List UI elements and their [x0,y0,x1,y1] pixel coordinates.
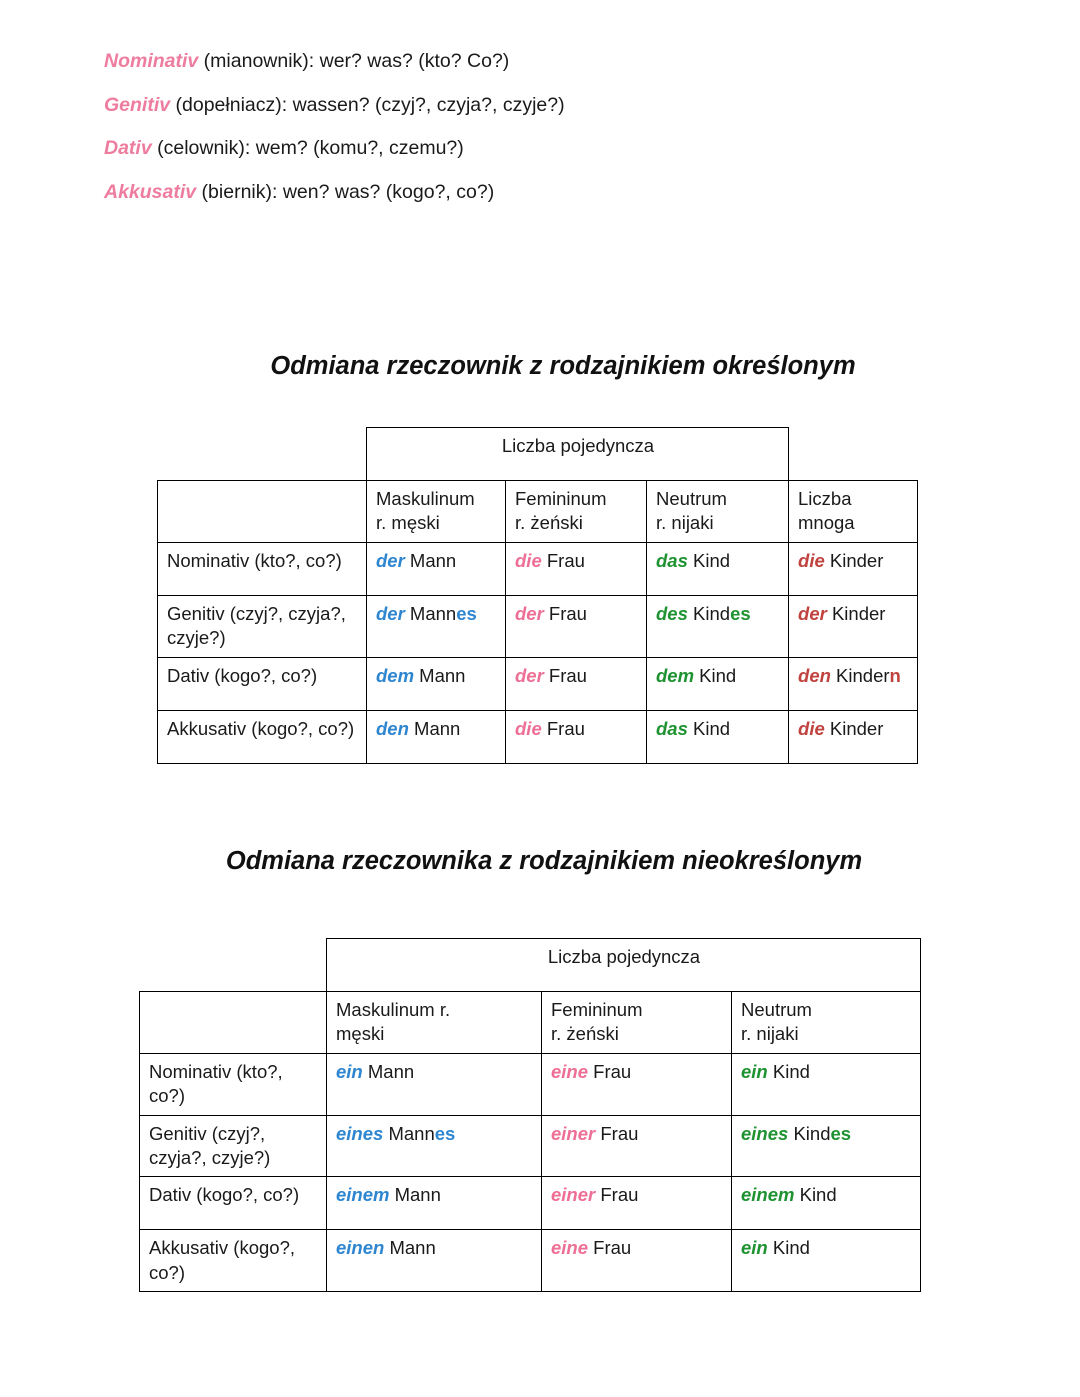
row-label-case: Genitiv (czyj?, czyja?, czyje?) [158,595,367,657]
article-word: die [515,717,542,739]
article-word: dem [376,664,415,686]
noun-word: Kind [794,1184,837,1206]
table-row [140,1230,921,1292]
noun-word: Kinder [824,717,884,739]
column-header-empty [140,992,327,1054]
noun-word: Mann [404,602,457,624]
indefinite-article-declension-table [139,938,921,1292]
noun-word: Kind [788,1122,831,1144]
article-word: eine [551,1060,589,1082]
article-word: der [376,602,405,624]
table-header-span-row [158,428,918,481]
noun-suffix: es [456,602,477,624]
article-word: eine [551,1237,589,1259]
cell-masculine [367,542,506,595]
case-name-genitiv: Genitiv [104,93,171,116]
cell-neuter [647,542,789,595]
case-line [104,139,964,159]
noun-word: Frau [595,1122,639,1144]
cell-neuter [732,1115,921,1177]
table-row [158,710,918,763]
cell-masculine [367,595,506,657]
table-header-span-row [140,939,921,992]
column-header-feminine: Femininum r. żeński [542,992,732,1054]
noun-word: Kind [694,664,737,686]
article-word: dem [656,664,695,686]
noun-word: Mann [383,1122,435,1144]
cell-masculine [327,1053,542,1115]
article-word: der [798,602,827,624]
case-line [104,180,964,203]
noun-word: Frau [541,717,585,739]
article-word: der [515,602,544,624]
case-question-list [104,52,964,226]
article-word: den [376,717,409,739]
noun-suffix: n [889,664,901,686]
column-header-empty [158,481,367,543]
row-label-case: Dativ (kogo?, co?) [140,1177,327,1230]
cell-feminine [506,542,647,595]
noun-word: Frau [595,1184,639,1206]
article-word: des [656,602,688,624]
row-label-case: Akkusativ (kogo?, co?) [158,710,367,763]
noun-suffix: es [730,602,751,624]
cell-masculine [327,1177,542,1230]
article-word: einer [551,1184,596,1206]
case-line [104,52,964,72]
article-word: einen [336,1237,385,1259]
article-word: eines [336,1122,384,1144]
case-description-nominativ: (mianownik): wer? was? (kto? Co?) [198,50,510,72]
cell-neuter [732,1230,921,1292]
article-word: die [798,717,825,739]
case-name-nominativ: Nominativ [104,50,199,72]
noun-word: Frau [543,664,587,686]
table-column-header-row [158,481,918,543]
article-word: der [515,664,544,686]
article-word: einem [336,1184,390,1206]
column-header-feminine: Femininum r. żeński [506,481,647,543]
singular-span-header: Liczba pojedyncza [327,939,921,992]
noun-word: Mann [404,549,457,571]
cell-neuter [647,710,789,763]
noun-word: Mann [384,1237,436,1259]
noun-word: Frau [588,1237,632,1259]
cell-feminine [542,1177,732,1230]
article-word: ein [741,1237,768,1259]
table-row [158,542,918,595]
cell-plural [789,542,918,595]
cell-plural [789,595,918,657]
case-description-akkusativ: (biernik): wen? was? (kogo?, co?) [196,180,495,203]
cell-feminine [542,1115,732,1177]
column-header-plural: Liczba mnoga [789,481,918,543]
noun-word: Kind [687,717,731,739]
article-word: das [656,549,688,571]
cell-plural [789,657,918,710]
row-label-case: Genitiv (czyj?, czyja?, czyje?) [140,1115,327,1177]
cell-feminine [542,1230,732,1292]
noun-suffix: es [434,1122,456,1144]
noun-word: Kind [687,602,731,624]
article-word: einer [551,1122,596,1144]
article-word: das [656,717,688,739]
table-row [158,657,918,710]
article-word: ein [336,1060,363,1082]
row-label-case: Nominativ (kto?, co?) [140,1053,327,1115]
column-header-masculine: Maskulinum r. męski [327,992,542,1054]
cell-neuter [732,1177,921,1230]
noun-word: Mann [389,1184,441,1206]
noun-word: Kind [767,1237,810,1259]
row-label-case: Akkusativ (kogo?, co?) [140,1230,327,1292]
column-header-neuter: Neutrum r. nijaki [732,992,921,1054]
cell-feminine [506,657,647,710]
article-word: die [798,549,825,571]
noun-word: Frau [588,1060,632,1082]
noun-word: Mann [408,717,461,739]
column-header-masculine: Maskulinum r. męski [367,481,506,543]
noun-word: Kind [767,1060,810,1082]
cell-neuter [647,595,789,657]
noun-word: Frau [541,549,585,571]
article-word: der [376,549,405,571]
corner-blank-cell [140,939,327,992]
noun-word: Frau [543,602,587,624]
corner-blank-cell [158,428,367,481]
article-word: den [798,664,831,686]
cell-masculine [327,1115,542,1177]
noun-word: Kinder [830,664,890,686]
cell-masculine [327,1230,542,1292]
section-heading-definite-article: Odmiana rzeczownik z rodzajnikiem określonym [270,352,856,380]
noun-word: Kind [687,549,731,571]
noun-word: Mann [362,1060,415,1082]
cell-masculine [367,710,506,763]
table-row [158,595,918,657]
singular-span-header: Liczba pojedyncza [367,428,789,481]
noun-word: Kinder [826,602,886,624]
table-column-header-row [140,992,921,1054]
cell-neuter [647,657,789,710]
noun-suffix: es [830,1122,852,1144]
cell-neuter [732,1053,921,1115]
row-label-case: Nominativ (kto?, co?) [158,542,367,595]
cell-feminine [506,595,647,657]
table-row [140,1053,921,1115]
column-header-neuter: Neutrum r. nijaki [647,481,789,543]
noun-word: Kinder [824,549,884,571]
table-row [140,1115,921,1177]
noun-word: Mann [414,664,466,686]
case-name-dativ: Dativ [104,137,152,159]
row-label-case: Dativ (kogo?, co?) [158,657,367,710]
cell-masculine [367,657,506,710]
article-word: eines [741,1122,789,1144]
table-row [140,1177,921,1230]
plural-blank-cell [789,428,918,481]
case-line [104,93,964,116]
case-description-dativ: (celownik): wem? (komu?, czemu?) [151,137,464,159]
cell-plural [789,710,918,763]
article-word: ein [741,1060,768,1082]
case-name-akkusativ: Akkusativ [104,180,197,203]
cell-feminine [542,1053,732,1115]
section-heading-indefinite-article: Odmiana rzeczownika z rodzajnikiem nieokreślonym [225,847,863,875]
article-word: die [515,549,542,571]
definite-article-declension-table [157,427,918,764]
case-description-genitiv: (dopełniacz): wassen? (czyj?, czyja?, czyje?) [170,93,565,116]
article-word: einem [741,1184,795,1206]
cell-feminine [506,710,647,763]
